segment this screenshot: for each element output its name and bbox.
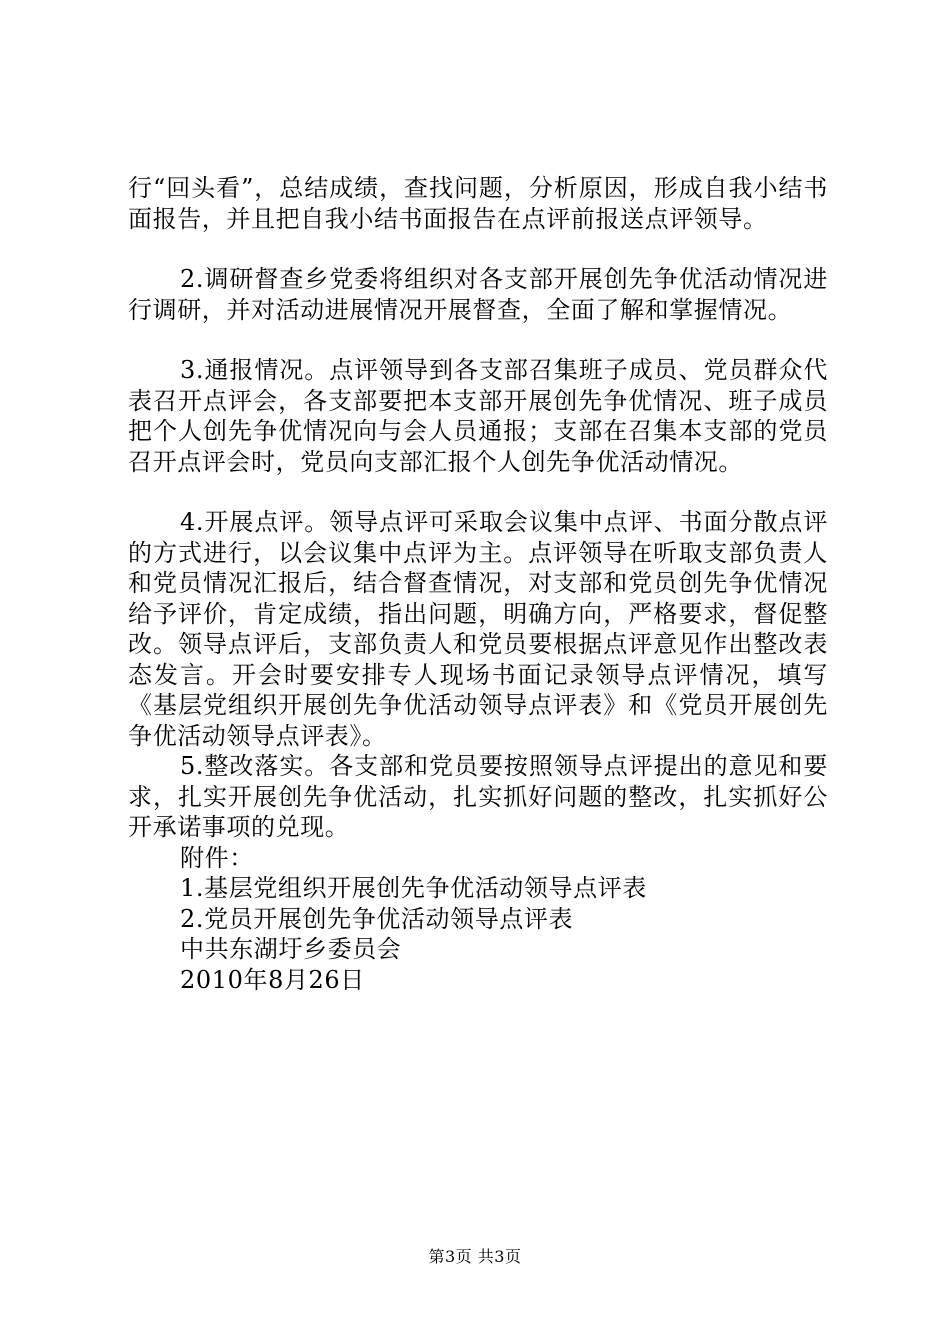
attachment-item-1: 1.基层党组织开展创先争优活动领导点评表 xyxy=(180,874,647,902)
paragraph-report-situation: 3.通报情况。点评领导到各支部召集班子成员、党员群众代表召开点评会，各支部要把本支部开展创先争优情况、班子成员把个人创先争优情况向与会人员通报；支部在召集本支部的党员召开点评会时，党员向支部汇报个人创先争优活动情况。 xyxy=(128,356,828,476)
signature-organization: 中共东湖圩乡委员会 xyxy=(180,935,402,963)
paragraph-rectification: 5.整改落实。各支部和党员要按照领导点评提出的意见和要求，扎实开展创先争优活动，扎实抓好问题的整改，扎实抓好公开承诺事项的兑现。 xyxy=(128,752,828,841)
signature-date: 2010年8月26日 xyxy=(180,965,365,994)
attachment-item-2: 2.党员开展创先争优活动领导点评表 xyxy=(180,904,574,933)
paragraph-review-continuation: 行“回头看”，总结成绩，查找问题，分析原因，形成自我小结书面报告，并且把自我小结书面报告在点评前报送点评领导。 xyxy=(128,174,828,233)
page-footer: 第3页 共3页 xyxy=(428,1247,522,1266)
attachments-label: 附件： xyxy=(180,843,254,872)
paragraph-research-inspection: 2.调研督查乡党委将组织对各支部开展创先争优活动情况进行调研，并对活动进展情况开展督查，全面了解和掌握情况。 xyxy=(128,265,828,324)
document-body xyxy=(128,173,828,995)
paragraph-conduct-review: 4.开展点评。领导点评可采取会议集中点评、书面分散点评的方式进行，以会议集中点评为主。点评领导在听取支部负责人和党员情况汇报后，结合督查情况，对支部和党员创先争优情况给予评价，肯定成绩，指出问题，明确方向，严格要求，督促整改。领导点评后，支部负责人和党员要根据点评意见作出整改表态发言。开会时要安排专人现场书面记录领导点评情况，填写《基层党组织开展创先争优活动领导点评表》和《党员开展创先争优活动领导点评表》。 xyxy=(128,508,828,750)
